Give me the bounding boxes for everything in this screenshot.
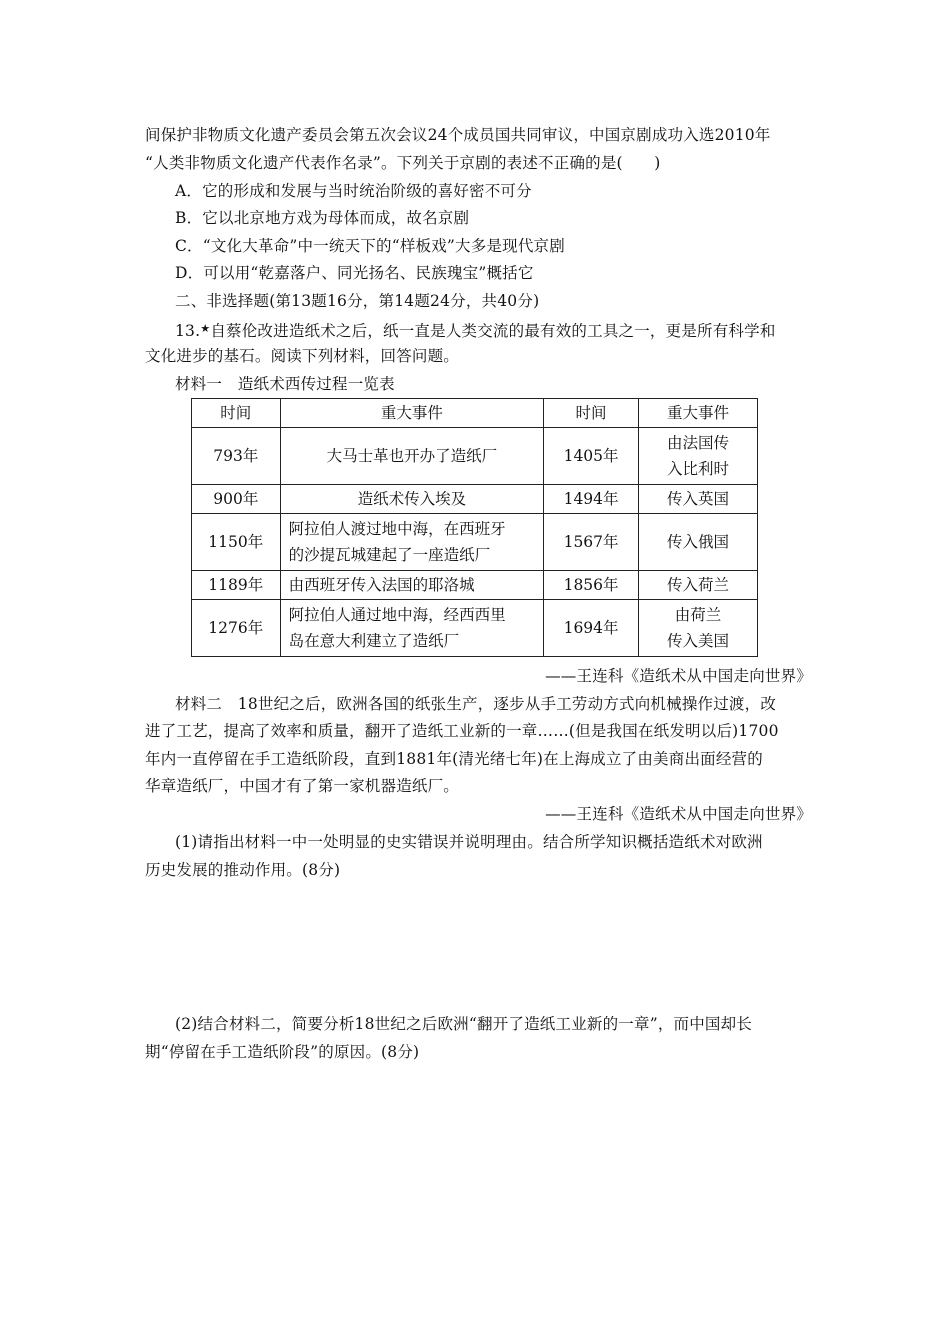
table-row — [192, 514, 758, 571]
option-a: A．它的形成和发展与当时统治阶级的喜好密不可分 — [175, 182, 532, 200]
sub-question-1: (1)请指出材料一中一处明显的史实错误并说明理由。结合所学知识概括造纸术对欧洲 — [175, 833, 763, 851]
table-cell — [638, 428, 757, 485]
table-cell: 900年 — [192, 485, 281, 514]
table-cell: 1405年 — [544, 428, 639, 485]
material-2-line: 年内一直停留在手工造纸阶段，直到1881年(清光绪七年)在上海成立了由美商出面经营的 — [145, 750, 763, 768]
table-header: 重大事件 — [638, 399, 757, 428]
source-citation: ——王连科《造纸术从中国走向世界》 — [545, 667, 812, 685]
question-number: 13. — [175, 322, 201, 340]
sub-question-2: 期“停留在手工造纸阶段”的原因。(8分) — [145, 1043, 420, 1061]
table-cell: 1694年 — [544, 600, 639, 657]
question-text-line: “人类非物质文化遗产代表作名录”。下列关于京剧的表述不正确的是( ) — [145, 154, 661, 172]
cell-line: 传入美国 — [666, 632, 729, 650]
cell-line: 由荷兰 — [674, 606, 722, 624]
table-cell: 793年 — [192, 428, 281, 485]
table-cell: 1494年 — [544, 485, 639, 514]
question-text-line: 间保护非物质文化遗产委员会第五次会议24个成员国共同审议，中国京剧成功入选2010年 — [145, 126, 771, 144]
section-heading: 二、非选择题(第13题16分，第14题24分，共40分) — [175, 292, 540, 310]
table-cell: 传入英国 — [638, 485, 757, 514]
table-row — [192, 485, 758, 514]
table-row — [192, 571, 758, 600]
material-2-line: 材料二 18世纪之后，欧洲各国的纸张生产，逐步从手工劳动方式向机械操作过渡，改 — [175, 695, 777, 713]
cell-line: 岛在意大利建立了造纸厂 — [288, 632, 460, 650]
table-cell: 传入俄国 — [638, 514, 757, 571]
table-cell — [280, 600, 544, 657]
table-row — [192, 600, 758, 657]
sub-question-2: (2)结合材料二，简要分析18世纪之后欧洲“翻开了造纸工业新的一章”，而中国却长 — [175, 1015, 753, 1033]
table-cell: 由西班牙传入法国的耶洛城 — [280, 571, 544, 600]
table-cell: 1276年 — [192, 600, 281, 657]
table-cell: 大马士革也开办了造纸厂 — [280, 428, 544, 485]
option-d: D．可以用“乾嘉落户、同光扬名、民族瑰宝”概括它 — [175, 264, 534, 282]
sub-question-1: 历史发展的推动作用。(8分) — [145, 861, 341, 879]
table-cell: 1150年 — [192, 514, 281, 571]
paper-spread-table — [191, 398, 758, 657]
table-cell — [638, 600, 757, 657]
material-1-title: 材料一 造纸术西传过程一览表 — [175, 375, 395, 393]
table-cell: 1189年 — [192, 571, 281, 600]
source-citation: ——王连科《造纸术从中国走向世界》 — [545, 805, 812, 823]
question-13-text: 自蔡伦改进造纸术之后，纸一直是人类交流的最有效的工具之一，更是所有科学和 — [210, 322, 776, 340]
table-header: 时间 — [544, 399, 639, 428]
table-cell: 1856年 — [544, 571, 639, 600]
table-cell: 传入荷兰 — [638, 571, 757, 600]
cell-line: 由法国传 — [666, 434, 729, 452]
table-cell — [280, 514, 544, 571]
cell-line: 入比利时 — [666, 460, 729, 478]
option-c: C．“文化大革命”中一统天下的“样板戏”大多是现代京剧 — [175, 237, 565, 255]
question-13-line: 文化进步的基石。阅读下列材料，回答问题。 — [145, 347, 460, 365]
cell-line: 阿拉伯人渡过地中海，在西班牙 — [288, 520, 506, 538]
question-13-line — [175, 319, 847, 341]
table-header: 重大事件 — [280, 399, 544, 428]
table-header: 时间 — [192, 399, 281, 428]
table-row — [192, 428, 758, 485]
table-cell: 1567年 — [544, 514, 639, 571]
option-b: B．它以北京地方戏为母体而成，故名京剧 — [175, 209, 470, 227]
table-cell: 造纸术传入埃及 — [280, 485, 544, 514]
cell-line: 的沙提瓦城建起了一座造纸厂 — [288, 546, 491, 564]
table-header-row — [192, 399, 758, 428]
material-2-line: 华章造纸厂，中国才有了第一家机器造纸厂。 — [145, 777, 460, 795]
star-icon: ★ — [200, 322, 211, 335]
material-2-line: 进了工艺，提高了效率和质量，翻开了造纸工业新的一章……(但是我国在纸发明以后)1700 — [145, 722, 779, 740]
cell-line: 阿拉伯人通过地中海，经西西里 — [288, 606, 506, 624]
